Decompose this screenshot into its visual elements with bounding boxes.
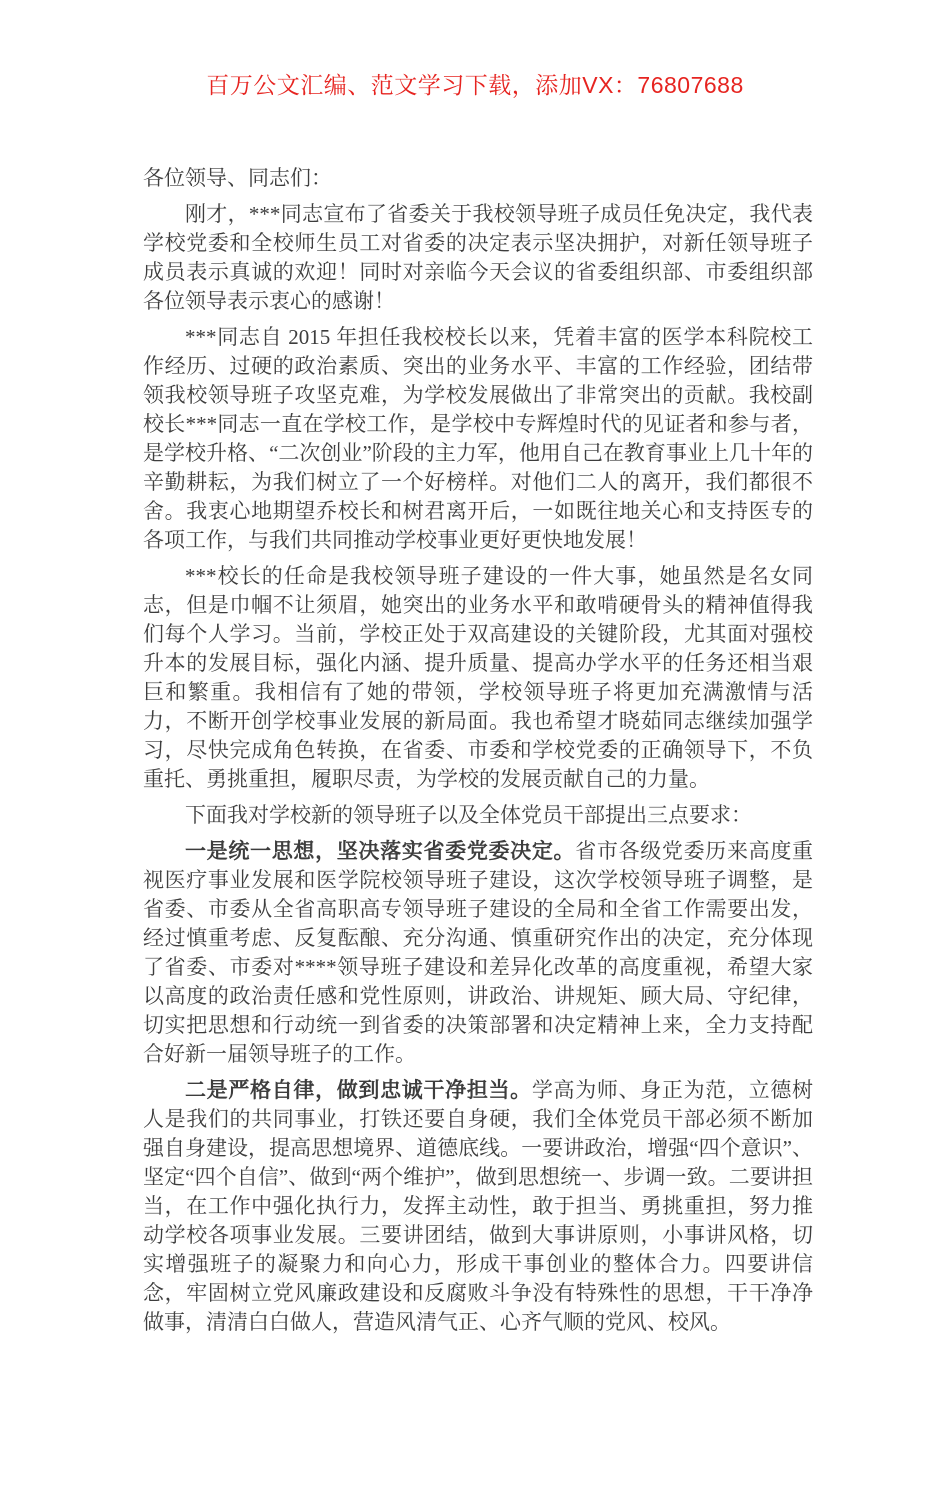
paragraph-requirement-two <box>143 1076 813 1337</box>
promo-banner-text: 百万公文汇编、范文学习下载，添加VX：76807688 <box>206 72 744 98</box>
paragraph-requirement-one <box>143 837 813 1069</box>
salutation-line: 各位领导、同志们： <box>143 166 332 190</box>
promo-banner <box>0 0 950 100</box>
paragraph-three-requirements-intro <box>143 801 813 830</box>
paragraph-three-requirements-intro-text: 下面我对学校新的领导班子以及全体党员干部提出三点要求： <box>185 803 752 827</box>
paragraph-opening-thanks <box>143 200 813 316</box>
paragraph-requirement-two-text: 学高为师、身正为范，立德树人是我们的共同事业，打铁还要自身硬，我们全体党员干部必须不断加强自身建设，提高思想境界、道德底线。一要讲政治，增强“四个意识”、坚定“四个自信”、做到“两个维护”，做到思想统一、步调一致。二要讲担当，在工作中强化执行力，发挥主动性，敢于担当、勇挑重担，努力推动学校各项事业发展。三要讲团结，做到大事讲原则，小事讲风格，切实增强班子的凝聚力和向心力，形成干事创业的整体合力。四要讲信念，牢固树立党风廉政建设和反腐败斗争没有特殊性的思想，干干净净做事，清清白白做人，营造风清气正、心齐气顺的党风、校风。 <box>143 1078 814 1334</box>
paragraph-requirement-two-lead: 二是严格自律，做到忠诚干净担当。 <box>185 1078 532 1102</box>
paragraph-outgoing-leaders-text: ***同志自 2015 年担任我校校长以来，凭着丰富的医学本科院校工作经历、过硬的政治素质、突出的业务水平、丰富的工作经验，团结带领我校领导班子攻坚克难，为学校发展做出了非常突出的贡献。我校副校长***同志一直在学校工作，是学校中专辉煌时代的见证者和参与者，是学校升格、“二次创业”阶段的主力军，他用自己在教育事业上几十年的辛勤耕耘，为我们树立了一个好榜样。对他们二人的离开，我们都很不舍。我衷心地期望乔校长和树君离开后，一如既往地关心和支持医专的各项工作，与我们共同推动学校事业更好更快地发展！ <box>143 325 813 552</box>
paragraph-outgoing-leaders <box>143 323 813 555</box>
paragraph-requirement-one-text: 省市各级党委历来高度重视医疗事业发展和医学院校领导班子建设，这次学校领导班子调整，是省委、市委从全省高职高专领导班子建设的全局和全省工作需要出发，经过慎重考虑、反复酝酿、充分沟通、慎重研究作出的决定，充分体现了省委、市委对****领导班子建设和差异化改革的高度重视，希望大家以高度的政治责任感和党性原则，讲政治、讲规矩、顾大局、守纪律，切实把思想和行动统一到省委的决策部署和决定精神上来，全力支持配合好新一届领导班子的工作。 <box>143 839 814 1066</box>
paragraph-opening-thanks-text: 刚才，***同志宣布了省委关于我校领导班子成员任免决定，我代表学校党委和全校师生员工对省委的决定表示坚决拥护，对新任领导班子成员表示真诚的欢迎！同时对亲临今天会议的省委组织部、市委组织部各位领导表示衷心的感谢！ <box>143 202 813 313</box>
paragraph-new-president <box>143 562 813 794</box>
paragraph-new-president-text: ***校长的任命是我校领导班子建设的一件大事，她虽然是名女同志，但是巾帼不让须眉，她突出的业务水平和敢啃硬骨头的精神值得我们每个人学习。当前，学校正处于双高建设的关键阶段，尤其面对强校升本的发展目标，强化内涵、提升质量、提高办学水平的任务还相当艰巨和繁重。我相信有了她的带领，学校领导班子将更加充满激情与活力，不断开创学校事业发展的新局面。我也希望才晓茹同志继续加强学习，尽快完成角色转换，在省委、市委和学校党委的正确领导下，不负重托、勇挑重担，履职尽责，为学校的发展贡献自己的力量。 <box>143 564 813 791</box>
page-bottom-margin <box>143 1344 813 1494</box>
paragraph-requirement-one-lead: 一是统一思想，坚决落实省委党委决定。 <box>185 839 576 863</box>
document-page <box>143 164 813 1494</box>
